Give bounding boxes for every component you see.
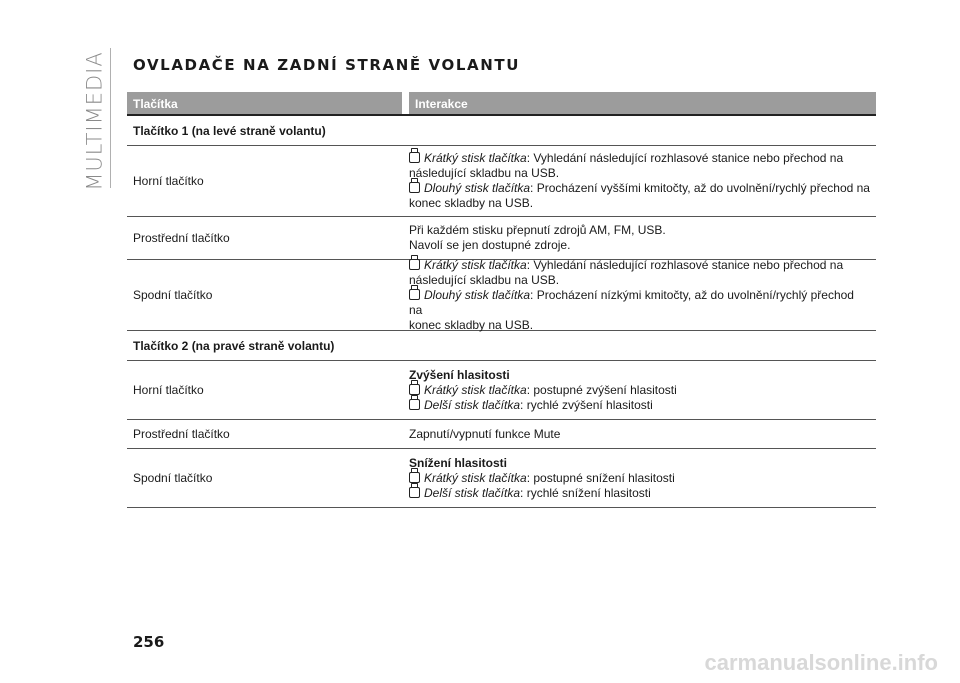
row-button: Spodní tlačítko [133, 288, 213, 302]
hand-press-icon [409, 472, 420, 483]
hand-press-icon [409, 399, 420, 410]
side-divider [110, 48, 111, 188]
header-interaction: Interakce [409, 92, 876, 114]
controls-table [127, 92, 876, 508]
table-row [127, 146, 876, 217]
table-header [127, 92, 876, 116]
row-button: Prostřední tlačítko [133, 427, 230, 441]
row-interaction: Snížení hlasitosti Krátký stisk tlačítka: postupné snížení hlasitosti Delší stisk tlačítka: rychlé snížení hlasitosti [409, 455, 675, 500]
header-buttons: Tlačítka [127, 92, 402, 114]
page-heading: OVLADAČE NA ZADNÍ STRANĚ VOLANTU [133, 56, 520, 74]
hand-press-icon [409, 152, 420, 163]
row-interaction: Při každém stisku přepnutí zdrojů AM, FM, USB. Navolí se jen dostupné zdroje. [409, 223, 666, 252]
group-right-button: Tlačítko 2 (na pravé straně volantu) [127, 331, 876, 361]
row-interaction: Zvýšení hlasitosti Krátký stisk tlačítka: postupné zvýšení hlasitosti Delší stisk tlačítka: rychlé zvýšení hlasitosti [409, 367, 677, 412]
row-interaction: Krátký stisk tlačítka: Vyhledání následující rozhlasové stanice nebo přechod na následující skladbu na USB. Dlouhý stisk tlačítka: Procházení nízkými kmitočty, až do uvolnění/rychlý přechod na konec skladby na USB. [409, 257, 854, 332]
table-row [127, 420, 876, 449]
hand-press-icon [409, 259, 420, 270]
table-row [127, 361, 876, 420]
row-button: Spodní tlačítko [133, 471, 213, 485]
row-interaction: Zapnutí/vypnutí funkce Mute [409, 426, 561, 441]
hand-press-icon [409, 182, 420, 193]
row-button: Prostřední tlačítko [133, 231, 230, 245]
table-row [127, 257, 876, 332]
row-button: Horní tlačítko [133, 174, 204, 188]
row-interaction: Krátký stisk tlačítka: Vyhledání následující rozhlasové stanice nebo přechod na následující skladbu na USB. Dlouhý stisk tlačítka: Procházení vyššími kmitočty, až do uvolnění/rychlý přechod na konec skladby na USB. [409, 151, 870, 210]
page-number: 256 [133, 633, 165, 651]
group-left-button: Tlačítko 1 (na levé straně volantu) [127, 116, 876, 146]
watermark: carmanualsonline.info [704, 650, 938, 675]
hand-press-icon [409, 487, 420, 498]
hand-press-icon [409, 289, 420, 300]
section-side-label: MULTIMEDIA [83, 51, 107, 191]
table-row [127, 449, 876, 508]
row-button: Horní tlačítko [133, 383, 204, 397]
hand-press-icon [409, 384, 420, 395]
